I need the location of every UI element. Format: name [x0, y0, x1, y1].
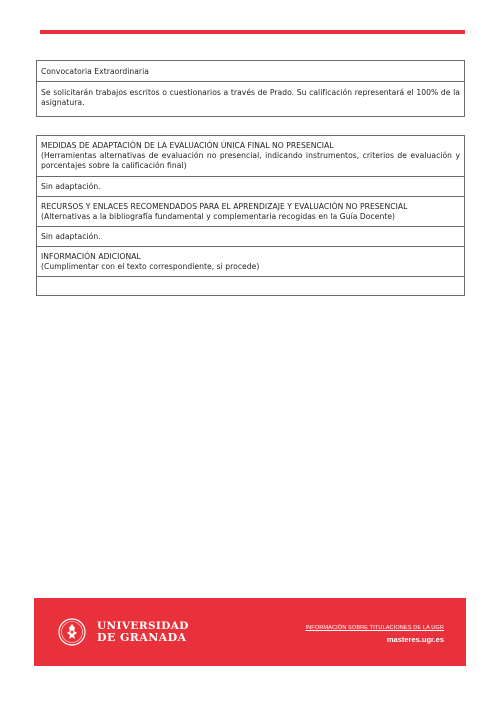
informacion-header — [37, 246, 464, 276]
university-name — [97, 621, 189, 643]
informacion-value — [37, 276, 464, 295]
adaptation-table — [36, 135, 465, 296]
footer-banner — [34, 598, 466, 666]
informacion-title: INFORMACIÓN ADICIONAL — [41, 252, 141, 261]
convocatoria-title: Convocatoria Extraordinaria — [41, 67, 149, 76]
medidas-subtitle: (Herramientas alternativas de evaluación no presencial, indicando instrumentos, criterios de evaluación y porcentajes sobre la calificación final) — [41, 151, 460, 170]
medidas-value: Sin adaptación. — [37, 176, 464, 196]
recursos-subtitle: (Alternativas a la bibliografía fundamental y complementaria recogidas en la Guía Docente) — [41, 212, 396, 221]
medidas-header — [37, 136, 464, 176]
masteres-site-link[interactable]: masteres.ugr.es — [386, 635, 444, 644]
university-line-2: DE GRANADA — [97, 631, 187, 644]
convocatoria-body: Se solicitarán trabajos escritos o cuestionarios a través de Prado. Su calificación representará el 100% de la asignatura. — [37, 81, 464, 116]
medidas-title: MEDIDAS DE ADAPTACIÓN DE LA EVALUACIÓN ÚNICA FINAL NO PRESENCIAL — [41, 141, 334, 150]
titulaciones-info-link[interactable]: INFORMACIÓN SOBRE TITULACIONES DE LA UGR — [305, 625, 444, 631]
recursos-header — [37, 196, 464, 226]
convocatoria-extraordinaria-table — [36, 60, 465, 117]
ugr-seal-icon — [58, 618, 86, 646]
recursos-value: Sin adaptación. — [37, 226, 464, 246]
header-rule — [40, 30, 465, 34]
university-line-1: UNIVERSIDAD — [97, 620, 189, 632]
recursos-title: RECURSOS Y ENLACES RECOMENDADOS PARA EL APRENDIZAJE Y EVALUACIÓN NO PRESENCIAL — [41, 202, 408, 211]
informacion-subtitle: (Cumplimentar con el texto correspondiente, si procede) — [41, 262, 260, 271]
